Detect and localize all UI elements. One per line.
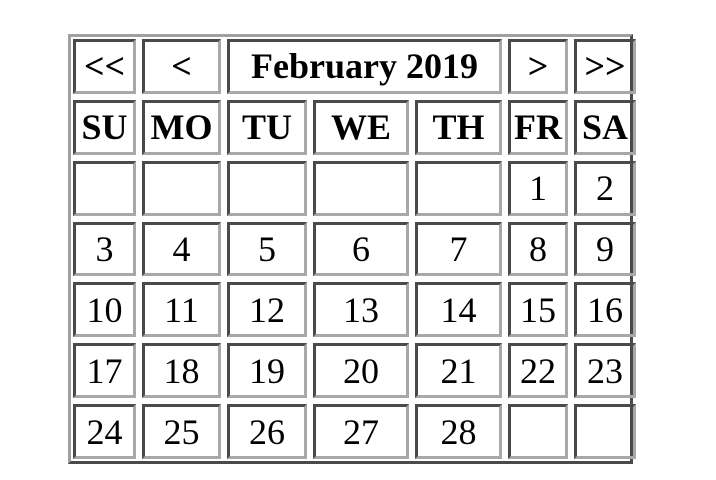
prev-month-button[interactable]: < bbox=[142, 39, 221, 94]
empty-day-cell bbox=[73, 161, 136, 216]
weekday-header-su: SU bbox=[73, 100, 136, 155]
day-cell[interactable]: 7 bbox=[415, 222, 502, 277]
empty-day-cell bbox=[313, 161, 409, 216]
day-cell[interactable]: 9 bbox=[574, 222, 636, 277]
day-cell[interactable]: 17 bbox=[73, 343, 136, 398]
day-cell[interactable]: 11 bbox=[142, 282, 221, 337]
month-year-title: February 2019 bbox=[227, 39, 502, 94]
weekday-header-th: TH bbox=[415, 100, 502, 155]
empty-day-cell bbox=[142, 161, 221, 216]
day-cell[interactable]: 24 bbox=[73, 404, 136, 459]
day-cell[interactable]: 22 bbox=[508, 343, 568, 398]
prev-year-button[interactable]: << bbox=[73, 39, 136, 94]
day-cell[interactable]: 21 bbox=[415, 343, 502, 398]
next-year-button[interactable]: >> bbox=[574, 39, 636, 94]
empty-day-cell bbox=[227, 161, 307, 216]
weekday-header-fr: FR bbox=[508, 100, 568, 155]
day-cell[interactable]: 28 bbox=[415, 404, 502, 459]
day-cell[interactable]: 1 bbox=[508, 161, 568, 216]
day-cell[interactable]: 5 bbox=[227, 222, 307, 277]
calendar bbox=[68, 34, 633, 464]
empty-day-cell bbox=[508, 404, 568, 459]
day-cell[interactable]: 3 bbox=[73, 222, 136, 277]
weekday-header-tu: TU bbox=[227, 100, 307, 155]
day-cell[interactable]: 20 bbox=[313, 343, 409, 398]
day-cell[interactable]: 12 bbox=[227, 282, 307, 337]
day-cell[interactable]: 18 bbox=[142, 343, 221, 398]
weekday-header-mo: MO bbox=[142, 100, 221, 155]
day-cell[interactable]: 16 bbox=[574, 282, 636, 337]
day-cell[interactable]: 26 bbox=[227, 404, 307, 459]
day-cell[interactable]: 13 bbox=[313, 282, 409, 337]
empty-day-cell bbox=[574, 404, 636, 459]
day-cell[interactable]: 4 bbox=[142, 222, 221, 277]
next-month-button[interactable]: > bbox=[508, 39, 568, 94]
day-cell[interactable]: 10 bbox=[73, 282, 136, 337]
day-cell[interactable]: 27 bbox=[313, 404, 409, 459]
empty-day-cell bbox=[415, 161, 502, 216]
day-cell[interactable]: 6 bbox=[313, 222, 409, 277]
day-cell[interactable]: 19 bbox=[227, 343, 307, 398]
day-cell[interactable]: 23 bbox=[574, 343, 636, 398]
day-cell[interactable]: 2 bbox=[574, 161, 636, 216]
day-cell[interactable]: 14 bbox=[415, 282, 502, 337]
day-cell[interactable]: 15 bbox=[508, 282, 568, 337]
weekday-header-we: WE bbox=[313, 100, 409, 155]
day-cell[interactable]: 8 bbox=[508, 222, 568, 277]
day-cell[interactable]: 25 bbox=[142, 404, 221, 459]
weekday-header-sa: SA bbox=[574, 100, 636, 155]
